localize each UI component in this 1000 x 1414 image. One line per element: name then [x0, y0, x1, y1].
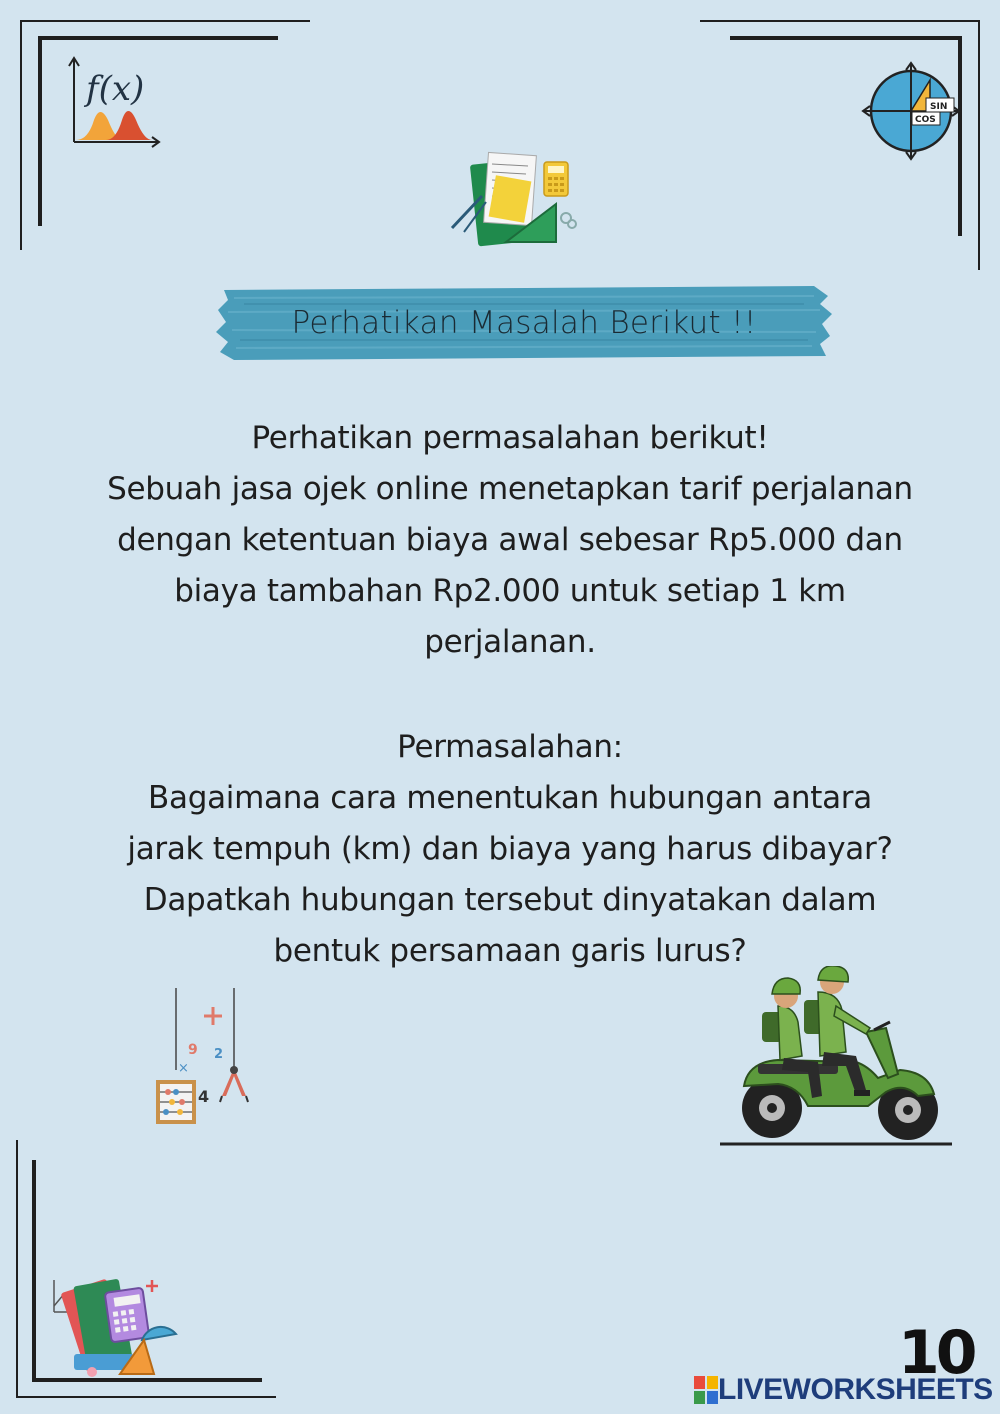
- banner-title: Perhatikan Masalah Berikut !!: [291, 305, 757, 341]
- title-banner: [214, 282, 834, 364]
- problem-line: jarak tempuh (km) dan biaya yang harus dibayar?: [127, 831, 893, 867]
- intro-line: Sebuah jasa ojek online menetapkan tarif perjalanan: [107, 471, 913, 507]
- intro-line: perjalanan.: [424, 624, 596, 660]
- intro-line: Perhatikan permasalahan berikut!: [251, 420, 769, 456]
- problem-line: Permasalahan:: [397, 729, 623, 765]
- function-graph-icon: [66, 54, 166, 150]
- svg-text:×: ×: [178, 1061, 189, 1076]
- intro-paragraph: [70, 413, 950, 668]
- intro-line: dengan ketentuan biaya awal sebesar Rp5.000 dan: [117, 522, 903, 558]
- svg-text:4: 4: [198, 1087, 210, 1106]
- liveworksheets-watermark: [694, 1372, 993, 1408]
- svg-text:9: 9: [188, 1042, 198, 1058]
- problem-line: bentuk persamaan garis lurus?: [273, 933, 747, 969]
- liveworksheets-logo-icon: [694, 1376, 718, 1404]
- svg-text:SIN: SIN: [930, 102, 948, 112]
- svg-text:COS: COS: [915, 115, 936, 125]
- notebook-calculator-icon: [446, 144, 580, 256]
- intro-line: biaya tambahan Rp2.000 untuk setiap 1 km: [174, 573, 846, 609]
- function-graph-label: f(x): [86, 69, 145, 109]
- unit-circle-icon: [860, 60, 962, 162]
- motorcycle-riders-icon: [718, 966, 954, 1150]
- watermark-text: LIVEWORKSHEETS: [718, 1373, 993, 1406]
- svg-text:2: 2: [214, 1047, 224, 1062]
- problem-line: Dapatkah hubungan tersebut dinyatakan dalam: [143, 882, 877, 918]
- page-number: 10: [898, 1318, 974, 1388]
- problem-paragraph: [70, 722, 950, 977]
- problem-line: Bagaimana cara menentukan hubungan antara: [148, 780, 872, 816]
- hanging-math-decor-icon: [150, 988, 254, 1130]
- math-books-icon: [46, 1270, 182, 1382]
